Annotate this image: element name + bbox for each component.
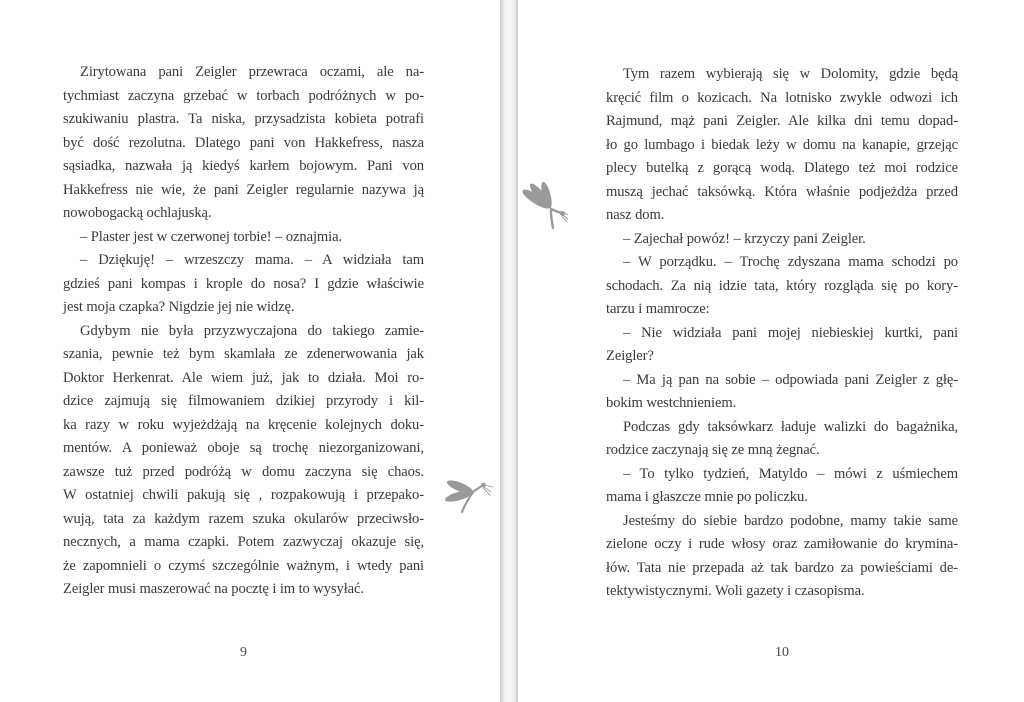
paragraph [606,228,958,252]
book-spine-gutter [500,0,518,702]
text-line: zawsze tuż przed podróżą w domu zaczyna się chaos. [63,463,424,480]
text-line: jest moja czapka? Nigdzie jej nie widzę. [63,299,295,315]
text-line: W ostatniej chwili pakują się , rozpakowują i przepako- [63,487,424,503]
paragraph [63,249,424,320]
text-line: Zeigler musi maszerować na pocztę i im to wysyłać. [63,581,364,597]
text-line: sąsiadka, nazwała ją kiedyś karłem bojowym. Pani von [63,158,424,174]
paragraph [606,63,958,228]
page-number-right: 10 [775,645,789,660]
page-left-text [63,61,424,602]
text-line: – W porządku. – Trochę zdyszana mama schodzi po [623,254,958,270]
text-line: tychmiast zaczyna grzebać w torbach podróżnych w po- [63,87,424,104]
text-line: kręcić film o kozicach. Na lotnisko zwykle odwozi ich [606,89,958,106]
paragraph [63,320,424,602]
paragraph [606,416,958,463]
text-line: – Nie widziała pani mojej niebieskiej kurtki, pani [623,324,958,341]
text-line: bokim westchnieniem. [606,395,737,411]
text-line: zielone oczy i rude włosy oraz zamiłowanie do krymina- [606,536,958,552]
page-right-text [606,63,958,604]
paragraph [606,463,958,510]
text-line: szukiwaniu plastra. Ta niska, przysadzista kobieta potrafi [63,111,424,127]
text-line: necznych, a mama czapki. Potem zazwyczaj okazuje się, [63,534,424,550]
text-line: – Zajechał powóz! – krzyczy pani Zeigler. [623,230,866,247]
text-line: dzice zajmują się filmowaniem dzikiej przyrody i kil- [63,393,424,409]
text-line: tektywistycznymi. Woli gazety i czasopisma. [606,583,865,599]
dragonfly-icon [441,466,497,528]
paragraph [606,322,958,369]
text-line: – To tylko tydzień, Matyldo – mówi z uśmiechem [623,465,958,482]
text-line: schodach. Za nią idzie tata, który rozgląda się po kory- [606,277,958,294]
text-line: Jesteśmy do siebie bardzo podobne, mamy takie same [623,512,958,529]
text-line: wują, tata za każdym razem szuka okularów przeciwsło- [63,510,424,527]
text-line: Tym razem wybierają się w Dolomity, gdzie będą [623,66,958,82]
text-line: ło go lumbago i biedak leży w domu na kanapie, grzejąc [606,136,958,153]
text-line: Gdybym nie była przyzwyczajona do takiego zamie- [80,322,424,339]
text-line: szania, pewnie też bym skamlała ze zdenerwowania jak [63,346,424,362]
text-line: Rajmund, mąż pani Zeigler. Ale kilka dni temu dopad- [606,113,958,129]
paragraph [606,369,958,416]
text-line: plecy butelką z gorącą wodą. Dlatego też moi rodzice [606,160,958,176]
text-line: muszą jechać taksówką. Która właśnie podjeżdża przed [606,183,958,200]
text-line: Doktor Herkenrat. Ale wiem już, jak to działa. Moi ro- [63,369,424,386]
paragraph [606,251,958,322]
text-line: Zeigler? [606,348,654,364]
text-line: – Plaster jest w czerwonej torbie! – oznajmia. [80,228,343,245]
text-line: mama i głaszcze mnie po policzku. [606,489,808,505]
text-line: nowobogacką ochlajuską. [63,205,212,221]
text-line: Podczas gdy taksówkarz ładuje walizki do bagażnika, [623,418,958,435]
text-line: mentów. A ponieważ oboje są trochę niezorganizowani, [63,440,424,456]
text-line: Hakkefress nie wie, że pani Zeigler regularnie nazywa ją [63,181,424,198]
text-line: ka razy w roku wyjeżdżają na kręcenie kolejnych doku- [63,416,424,433]
text-line: gdzieś pani kompas i krople do nosa? I gdzie właściwie [63,275,424,292]
dragonfly-icon [518,176,568,232]
text-line: – Ma ją pan na sobie – odpowiada pani Zeigler z głę- [623,371,958,388]
text-line: że zapomnieli o czymś szczególnie ważnym, i wtedy pani [63,557,424,574]
text-line: nasz dom. [606,207,665,223]
text-line: tarzu i mamrocze: [606,301,710,317]
text-line: Zirytowana pani Zeigler przewraca oczami, ale na- [80,64,424,80]
text-line: – Dziękuję! – wrzeszczy mama. – A widziała tam [80,252,424,268]
text-line: być dość rezolutna. Dlatego pani von Hakkefress, nasza [63,134,424,151]
paragraph [63,61,424,226]
page-number-left: 9 [240,645,247,660]
text-line: łów. Tata nie przepada aż tak bardzo za powieściami de- [606,559,958,576]
text-line: rodzice zaczynają się ze mną żegnać. [606,442,820,458]
paragraph [606,510,958,604]
paragraph [63,226,424,250]
